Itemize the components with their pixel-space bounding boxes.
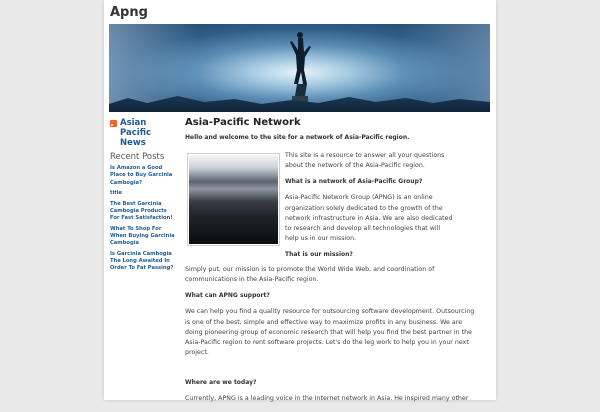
sidebar: [110, 118, 178, 276]
recent-post-link[interactable]: What To Shop For When Buying Garcinia Cambogia: [110, 225, 175, 247]
thumbnail-image: [189, 155, 278, 244]
page-container: [104, 0, 496, 403]
question-heading: That is our mission?: [285, 251, 353, 259]
paragraph: Simply put, our mission is to promote the World Wide Web, and coordination of communications in the Asia-Pacific region.: [185, 266, 435, 284]
question-heading: What can APNG support?: [185, 292, 270, 300]
question-heading: What is a network of Asia-Pacific Group?: [285, 178, 423, 186]
site-title-link[interactable]: Apng: [110, 5, 148, 20]
spacer: [185, 365, 475, 379]
banner-right-glow: [400, 24, 490, 112]
post-thumbnail: [187, 153, 280, 246]
recent-posts-list: [110, 165, 178, 273]
paragraph: Asia-Pacific Network Group (APNG) is an online organization solely dedicated to the growth of the network infrastructure in Asia. We are also dedicated to research and develop all technologies that will help us in our mission.: [285, 194, 453, 243]
paragraph: This site is a resource to answer all your questions about the network of the Asia-Pacific region.: [285, 152, 445, 170]
sidebar-heading[interactable]: Asian Pacific News: [120, 118, 152, 148]
body-text: [185, 265, 475, 405]
recent-post-link[interactable]: Is Amazon a Good Place to Buy Garcinia Cambogia?: [110, 165, 173, 186]
recent-post-link[interactable]: Is Garcinia Cambogia The Long Awaited In Order To Fat Passing?: [110, 250, 174, 272]
header-banner: [109, 24, 490, 112]
recent-post-link[interactable]: title: [110, 190, 123, 197]
paragraph: We can help you find a quality resource for outsourcing software development. Outsourcing is one of the best, simple and effective way to maximize profits in any business. We are doing pioneering group of economic research that will help you find the best partner in the Asia-Pacific region to rent software projects. Let's do the leg work to help you in your next project.: [185, 308, 475, 357]
recent-posts-title: Recent Posts: [110, 152, 165, 162]
main-content: [185, 117, 485, 412]
post-intro: Hello and welcome to the site for a network of Asia-Pacific region.: [185, 134, 410, 141]
paragraph: Currently, APNG is a leading voice in the Internet network in Asia. He inspired many other: [185, 395, 469, 403]
statue-figure-icon: [281, 30, 321, 112]
intro-row: [185, 151, 485, 265]
question-heading: Where are we today?: [185, 379, 257, 387]
post-title[interactable]: Asia-Pacific Network: [185, 117, 301, 128]
rss-icon[interactable]: [110, 120, 117, 127]
recent-post-link[interactable]: The Best Garcinia Cambogia Products For Fast Satisfaction!: [110, 200, 173, 222]
intro-text-column: [285, 151, 455, 266]
sidebar-feed-heading[interactable]: [110, 118, 178, 148]
